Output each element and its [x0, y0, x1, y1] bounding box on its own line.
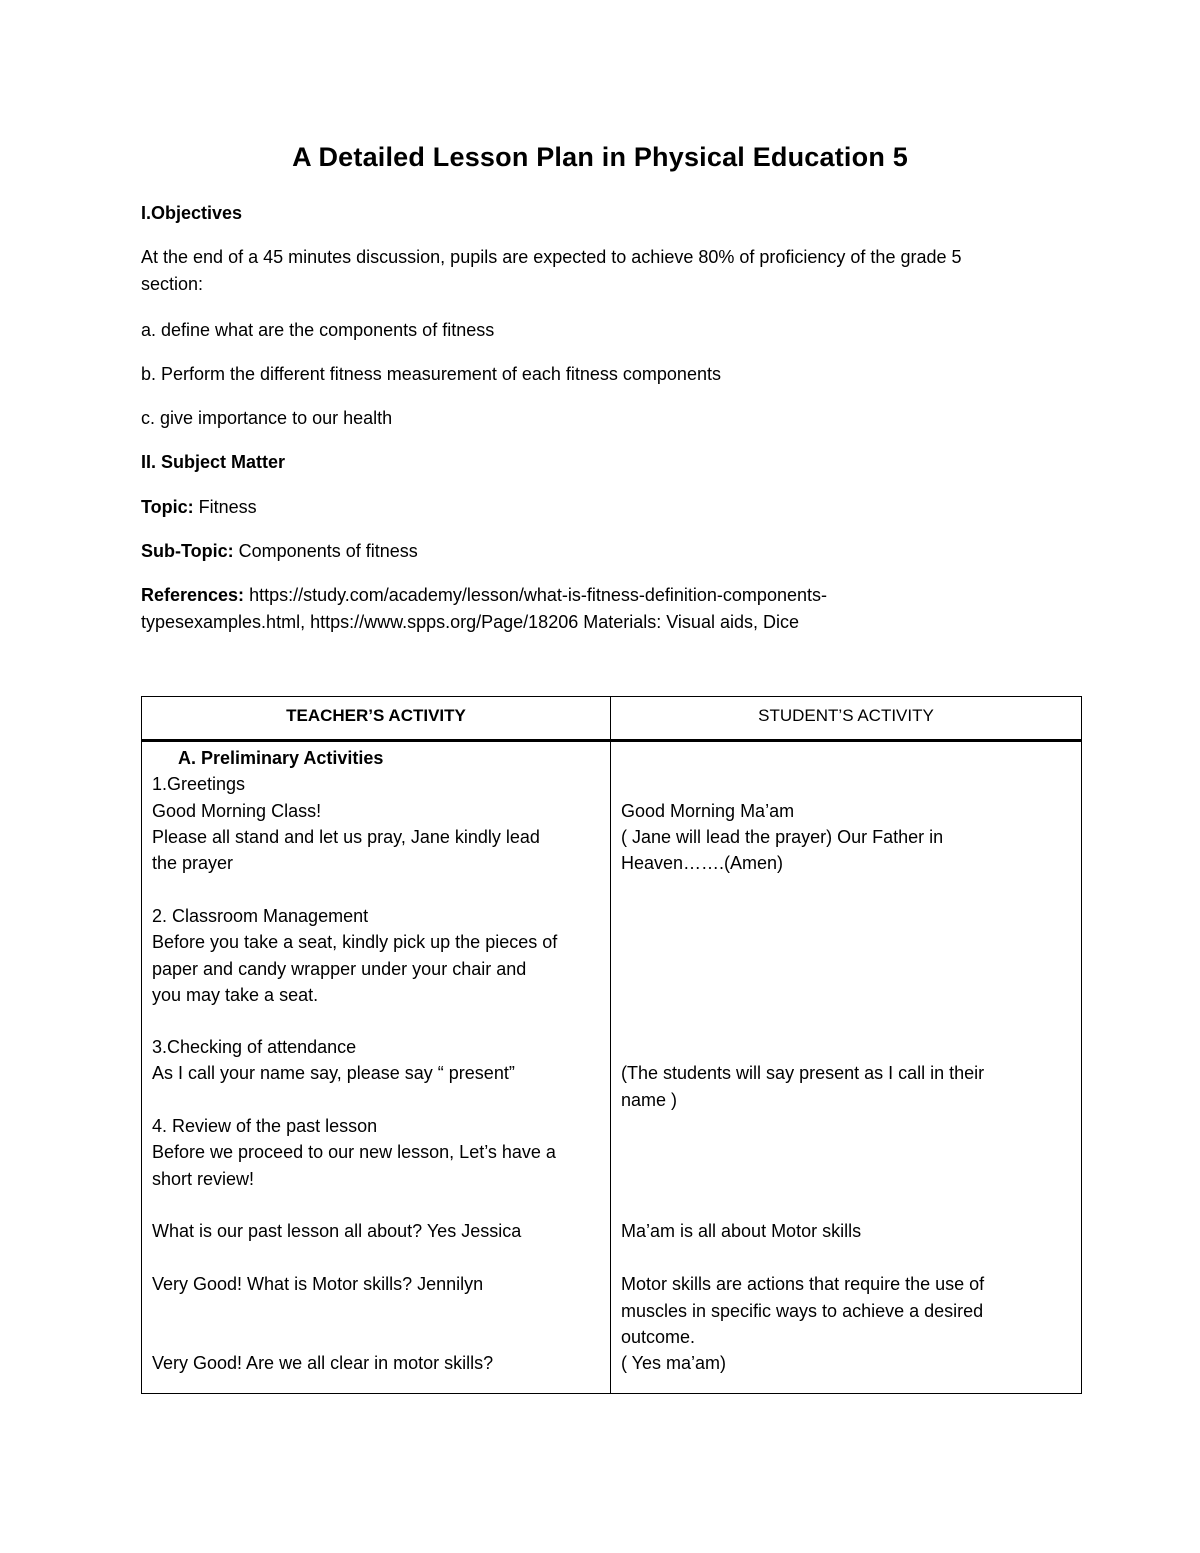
references-value-1: https://study.com/academy/lesson/what-is-fitness-definition-components- — [244, 585, 827, 605]
attendance-heading: 3.Checking of attendance — [152, 1037, 357, 1057]
student-activity-header: STUDENT’S ACTIVITY — [611, 697, 1082, 741]
greetings-heading: 1.Greetings — [152, 774, 246, 794]
objective-c: c. give importance to our health — [141, 408, 393, 428]
student-answer-2-line-3: outcome. — [621, 1327, 696, 1347]
table-row — [142, 741, 1082, 1394]
references-line-2: typesexamples.html, https://www.spps.org/Page/18206 Materials: Visual aids, Dice — [141, 612, 799, 632]
student-answer-2-line-1: Motor skills are actions that require the use of — [621, 1274, 985, 1294]
activity-table — [141, 696, 1082, 1394]
subtopic-line — [141, 538, 1061, 564]
references-label: References: — [141, 585, 245, 605]
student-present-line-1: (The students will say present as I call in their — [621, 1063, 985, 1083]
references-line-1 — [141, 582, 1061, 608]
student-prayer-line-1: ( Jane will lead the prayer) Our Father in — [621, 827, 944, 847]
student-present-line-2: name ) — [621, 1090, 678, 1110]
teacher-question-2: Very Good! What is Motor skills? Jennilyn — [152, 1274, 484, 1294]
teacher-activity-cell — [142, 741, 611, 1394]
table-header-row — [142, 697, 1082, 741]
student-answer-1: Ma’am is all about Motor skills — [621, 1221, 862, 1241]
teacher-good-morning: Good Morning Class! — [152, 801, 322, 821]
review-heading: 4. Review of the past lesson — [152, 1116, 378, 1136]
review-line-2: short review! — [152, 1169, 255, 1189]
objectives-heading: I.Objectives — [141, 203, 243, 223]
teacher-pray-line-2: the prayer — [152, 853, 234, 873]
teacher-activity-header: TEACHER’S ACTIVITY — [142, 697, 611, 741]
objective-a: a. define what are the components of fitness — [141, 320, 495, 340]
subtopic-value: Components of fitness — [233, 541, 418, 561]
preliminary-activities-heading: A. Preliminary Activities — [178, 748, 384, 768]
management-line-2: paper and candy wrapper under your chair and — [152, 959, 527, 979]
objectives-intro-line-2: section: — [141, 274, 204, 294]
student-answer-3: ( Yes ma’am) — [621, 1353, 727, 1373]
student-prayer-line-2: Heaven…….(Amen) — [621, 853, 784, 873]
objective-b: b. Perform the different fitness measurement of each fitness components — [141, 364, 721, 384]
subtopic-label: Sub-Topic: — [141, 541, 234, 561]
management-line-1: Before you take a seat, kindly pick up the pieces of — [152, 932, 558, 952]
topic-label: Topic: — [141, 497, 194, 517]
management-line-3: you may take a seat. — [152, 985, 319, 1005]
teacher-question-3: Very Good! Are we all clear in motor skills? — [152, 1353, 494, 1373]
student-good-morning: Good Morning Ma’am — [621, 801, 795, 821]
teacher-question-1: What is our past lesson all about? Yes Jessica — [152, 1221, 522, 1241]
document-title: A Detailed Lesson Plan in Physical Education 5 — [292, 142, 908, 172]
subject-matter-heading: II. Subject Matter — [141, 452, 286, 472]
review-line-1: Before we proceed to our new lesson, Let’s have a — [152, 1142, 556, 1162]
topic-line — [141, 494, 1061, 520]
classroom-management-heading: 2. Classroom Management — [152, 906, 369, 926]
attendance-line: As I call your name say, please say “ present” — [152, 1063, 515, 1083]
teacher-pray-line-1: Please all stand and let us pray, Jane kindly lead — [152, 827, 540, 847]
topic-value: Fitness — [193, 497, 257, 517]
objectives-intro-line-1: At the end of a 45 minutes discussion, pupils are expected to achieve 80% of proficiency of the grade 5 — [141, 247, 962, 267]
student-activity-cell — [611, 741, 1082, 1394]
student-answer-2-line-2: muscles in specific ways to achieve a desired — [621, 1301, 984, 1321]
